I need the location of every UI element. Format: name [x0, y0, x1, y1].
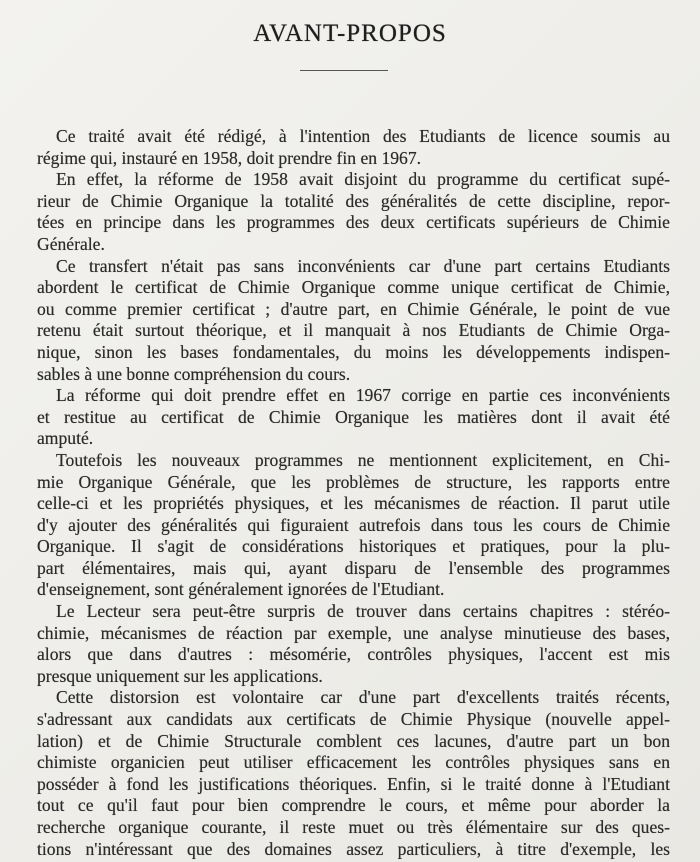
paragraph [37, 256, 670, 386]
paragraph [37, 169, 670, 255]
page-body [37, 126, 670, 860]
text-line: lation) et de Chimie Structurale comblent ces lacunes, d'autre part un bon [37, 730, 670, 751]
text-line: et restitue au certificat de Chimie Organique les matières dont il avait été [37, 406, 670, 427]
text-line: abordent le certificat de Chimie Organique comme unique certificat de Chimie, [37, 277, 670, 298]
text-line: d'enseignement, sont généralement ignorées de l'Etudiant. [37, 579, 445, 600]
text-line: celle-ci et les propriétés physiques, et les mécanismes de réaction. Il parut utile [37, 493, 670, 514]
text-line: ou comme premier certificat ; d'autre part, en Chimie Générale, le point de vue [37, 298, 670, 319]
text-line: chimie, mécanismes de réaction par exemple, une analyse minutieuse des bases, [37, 622, 670, 643]
text-line: La réforme qui doit prendre effet en 1967 corrige en partie ces inconvénients [56, 385, 670, 406]
paragraph [37, 601, 670, 687]
text-line: Le Lecteur sera peut-être surpris de trouver dans certains chapitres : stéréo- [56, 601, 670, 622]
text-line: amputé. [37, 428, 94, 449]
text-line: chimiste organicien peut utiliser efficacement les contrôles physiques sans en [37, 752, 670, 773]
text-line: Organique. Il s'agit de considérations historiques et pratiques, pour la plu- [37, 536, 670, 557]
text-line: presque uniquement sur les applications. [37, 665, 323, 686]
page-title: AVANT-PROPOS [253, 20, 447, 47]
text-line: Toutefois les nouveaux programmes ne mentionnent explicitement, en Chi- [56, 449, 670, 470]
text-line: Ce traité avait été rédigé, à l'intention des Etudiants de licence soumis au [56, 126, 670, 146]
paragraph [37, 126, 670, 169]
text-line: s'adressant aux candidats aux certificats de Chimie Physique (nouvelle appel- [37, 709, 670, 730]
text-line: sables à une bonne compréhension du cours. [37, 363, 351, 384]
text-line: mie Organique Générale, que les problèmes de structure, les rapports entre [37, 471, 670, 492]
title-divider [300, 70, 388, 71]
text-line: En effet, la réforme de 1958 avait disjoint du programme du certificat supé- [56, 169, 670, 190]
text-line: retenu était surtout théorique, et il manquait à nos Etudiants de Chimie Orga- [37, 320, 670, 341]
text-line: alors que dans d'autres : mésomérie, contrôles physiques, l'accent est mis [37, 644, 670, 665]
text-line: régime qui, instauré en 1958, doit prendre fin en 1967. [37, 147, 422, 168]
text-line: rieur de Chimie Organique la totalité des généralités de cette discipline, repor- [37, 190, 670, 211]
text-line: recherche organique courante, il reste muet ou très élémentaire sur des ques- [37, 817, 670, 837]
text-line: Générale. [37, 233, 105, 254]
paragraph [37, 385, 670, 450]
text-line: tions n'intéressant que des domaines assez particuliers, à titre d'exemple, les [37, 838, 670, 859]
text-line: part élémentaires, mais qui, ayant disparu de l'ensemble des programmes [37, 557, 670, 578]
paragraph [37, 687, 670, 860]
text-line: Cette distorsion est volontaire car d'une part d'excellents traités récents, [56, 687, 670, 708]
text-line: posséder à fond les justifications théoriques. Enfin, si le traité donne à l'Etudiant [37, 773, 670, 794]
text-line: d'y ajouter des généralités qui figuraient autrefois dans tous les cours de Chimie [37, 514, 670, 535]
text-line: Ce transfert n'était pas sans inconvénients car d'une part certains Etudiants [56, 255, 670, 276]
text-line: nique, sinon les bases fondamentales, du moins les développements indispen- [37, 341, 670, 362]
text-line: tées en principe dans les programmes des deux certificats supérieurs de Chimie [37, 212, 670, 233]
text-line: tout ce qu'il faut pour bien comprendre le cours, et même pour aborder la [37, 795, 670, 816]
paragraph [37, 450, 670, 601]
